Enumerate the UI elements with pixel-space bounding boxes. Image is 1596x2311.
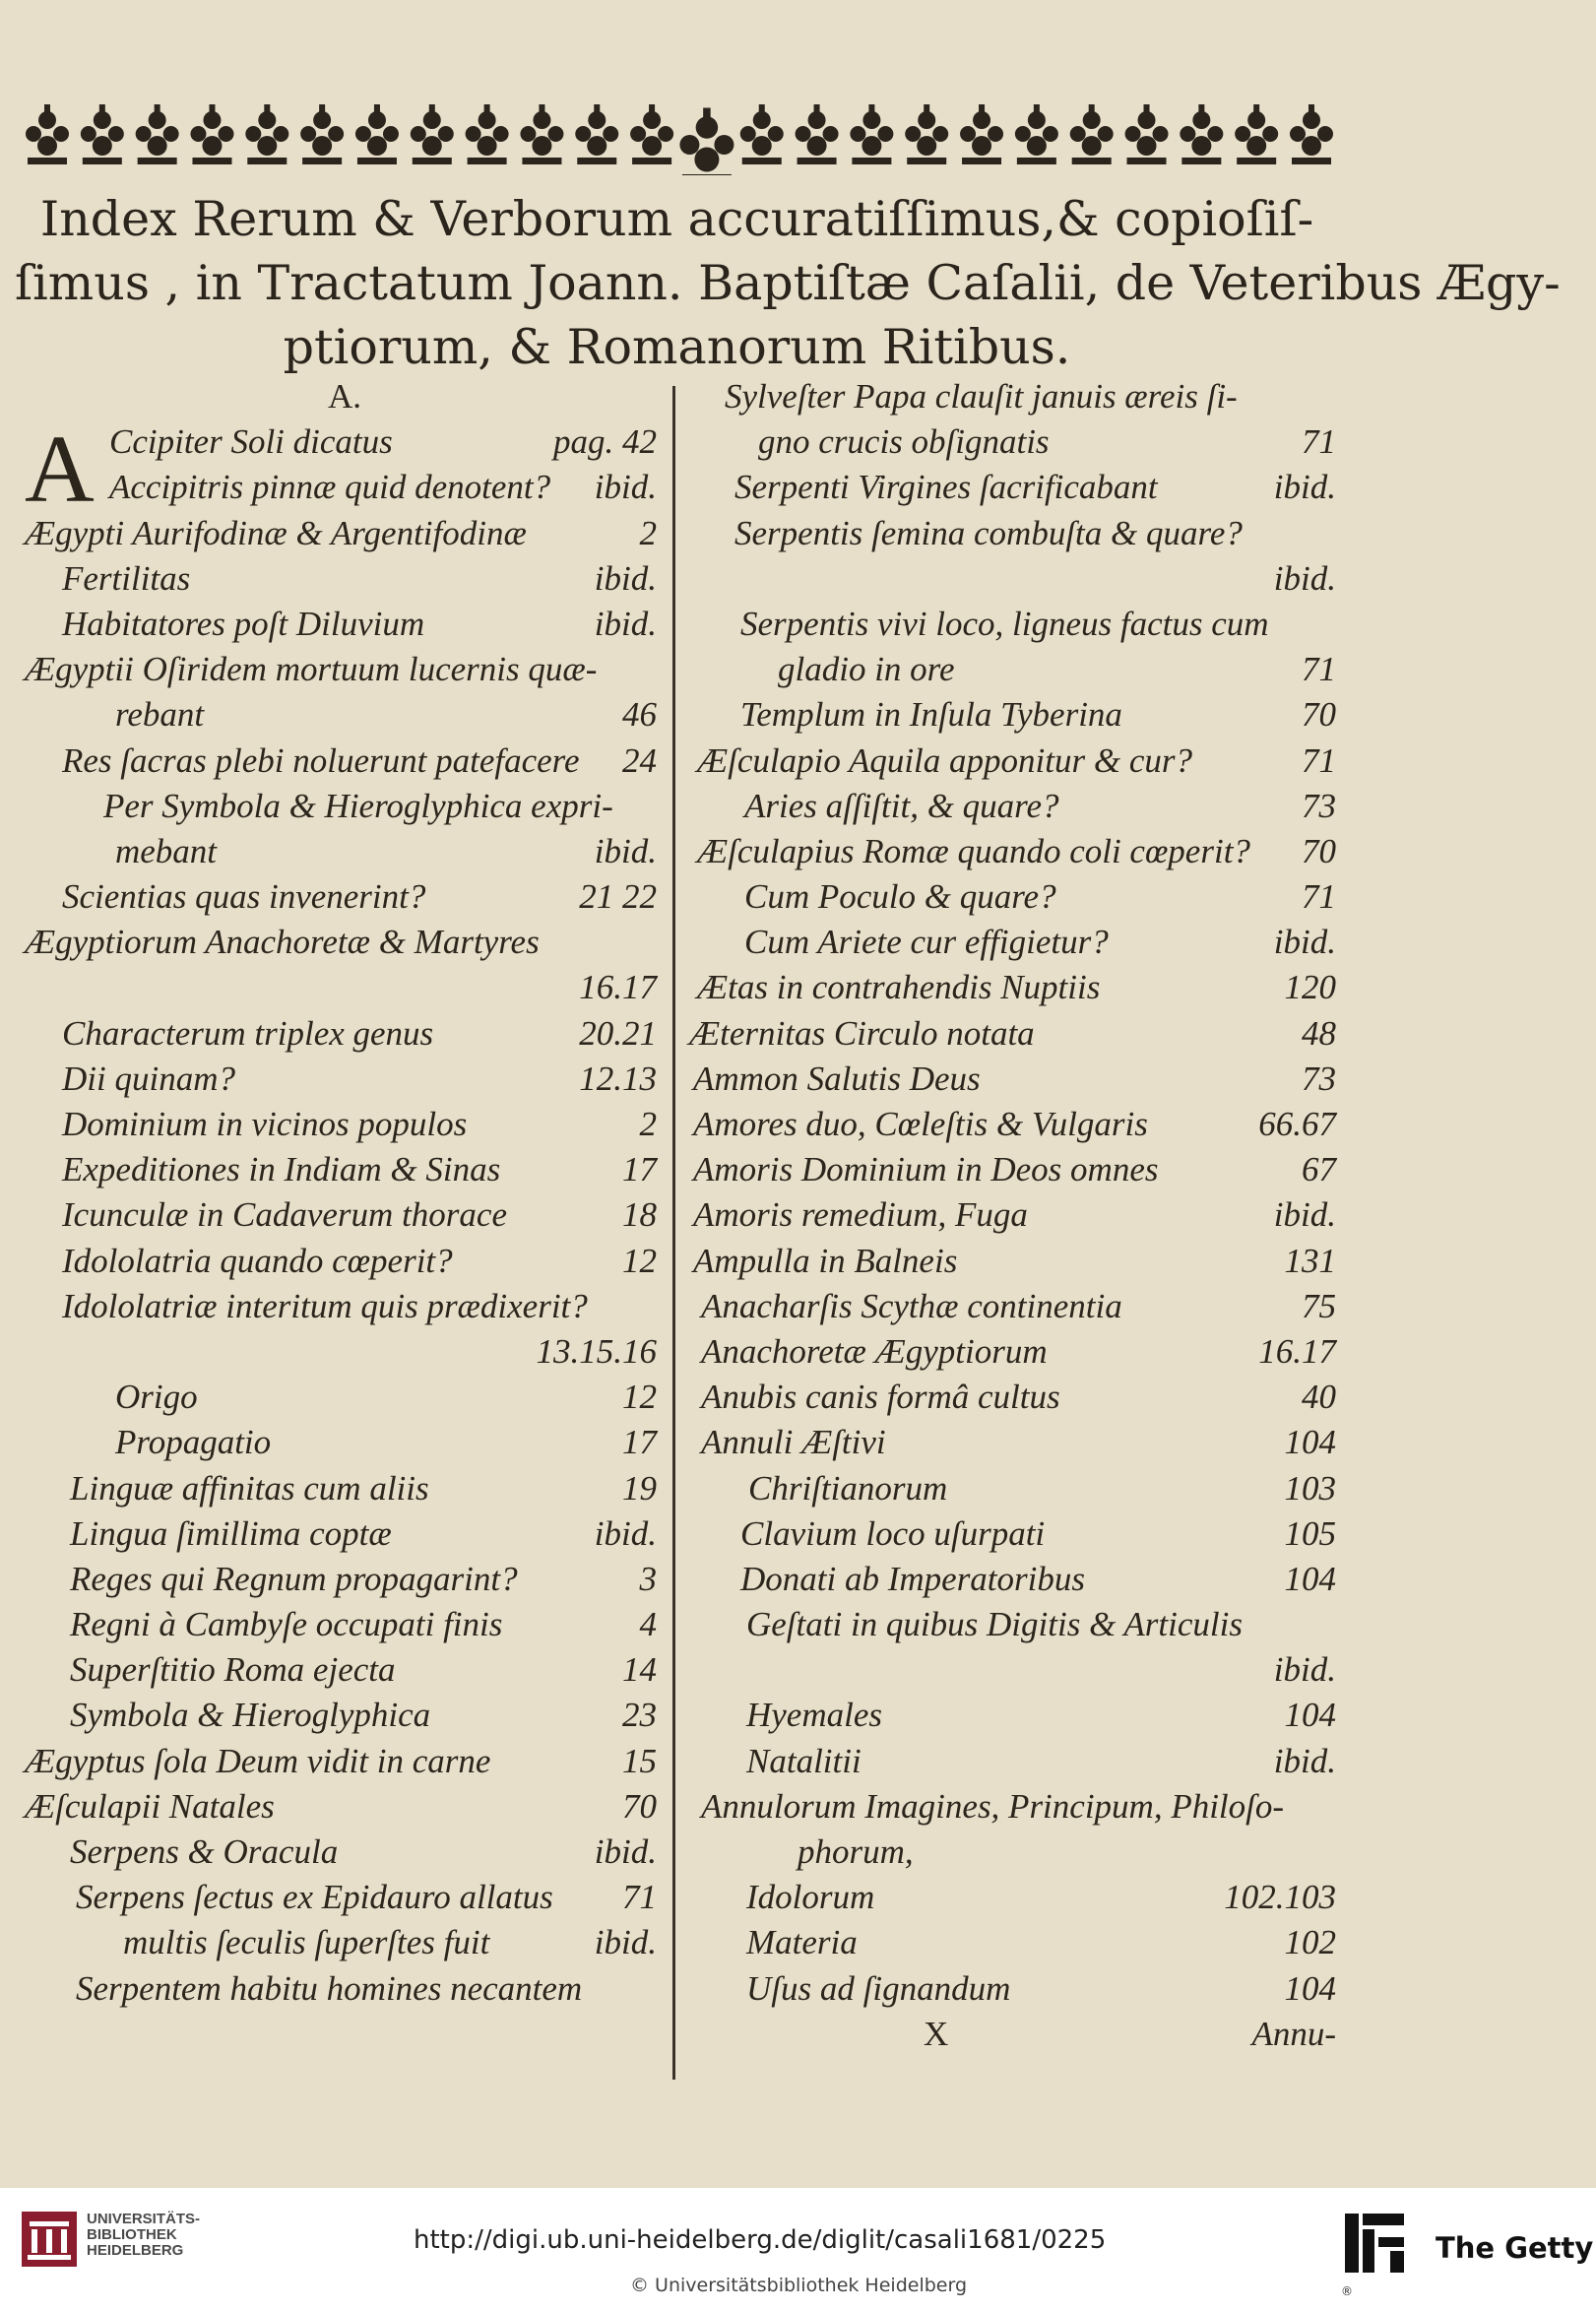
- index-entry: [25, 1102, 665, 1147]
- entry-page-ref: 18: [622, 1195, 657, 1235]
- index-entry: [679, 1329, 1344, 1375]
- index-entry: [679, 511, 1344, 556]
- index-entry: [679, 1830, 1344, 1875]
- entry-page-ref: 48: [1302, 1013, 1336, 1053]
- entry-page-ref: 46: [622, 695, 657, 735]
- entry-page-ref: 15: [622, 1741, 657, 1780]
- entry-term: Reges qui Regnum propagarint?: [70, 1559, 518, 1598]
- entry-page-ref: 13.15.16: [536, 1331, 657, 1371]
- entry-term: Ægypti Aurifodinæ & Argentifodinæ: [25, 513, 527, 552]
- entry-term: Lingua ſimillima coptæ: [70, 1513, 392, 1553]
- entry-page-ref: 71: [1302, 650, 1336, 689]
- index-entry: [25, 829, 665, 874]
- entry-page-ref: 19: [622, 1468, 657, 1508]
- index-entry: [25, 965, 665, 1010]
- entry-page-ref: ibid.: [594, 831, 657, 870]
- entry-term: Scientias quas invenerint?: [62, 877, 426, 917]
- entry-term: Ammon Salutis Deus: [693, 1059, 981, 1098]
- index-entry: [25, 784, 665, 829]
- drop-cap: A: [25, 417, 95, 523]
- university-name-line: HEIDELBERG: [87, 2242, 184, 2259]
- entry-page-ref: 71: [1302, 740, 1336, 780]
- index-entry: [679, 556, 1344, 602]
- entry-page-ref: 17: [622, 1150, 657, 1189]
- entry-term: Fertilitas: [62, 558, 191, 598]
- entry-term: Dominium in vicinos populos: [62, 1105, 468, 1143]
- index-entry: [679, 829, 1344, 874]
- entry-term: Chriſtianorum: [748, 1468, 948, 1508]
- index-entry: [25, 1602, 665, 1647]
- entry-page-ref: 12: [622, 1378, 657, 1417]
- entry-page-ref: 73: [1302, 786, 1336, 825]
- index-entry: [679, 1147, 1344, 1192]
- entry-term: Ampulla in Balneis: [693, 1241, 958, 1280]
- entry-term: Serpentis ſemina combuſta & quare?: [734, 513, 1243, 552]
- entry-term: Serpentem habitu homines necantem: [76, 1968, 583, 2008]
- fleuron-icon: [960, 104, 1003, 164]
- entry-page-ref: 102: [1284, 1923, 1336, 1962]
- index-entry: [679, 1420, 1344, 1465]
- fleuron-icon: [630, 104, 673, 164]
- fleuron-icon: [520, 104, 563, 164]
- entry-term: Propagatio: [115, 1423, 272, 1462]
- index-entry: [25, 1420, 665, 1465]
- index-entry: [679, 1239, 1344, 1284]
- index-left-column: [25, 374, 665, 2012]
- fleuron-icon: [355, 104, 399, 164]
- entry-page-ref: 103: [1284, 1468, 1336, 1508]
- index-entry: [679, 1875, 1344, 1920]
- fleuron-icon: [796, 104, 839, 164]
- entry-page-ref: 66.67: [1258, 1105, 1336, 1143]
- entry-page-ref: 73: [1302, 1059, 1336, 1098]
- copyright-notice: © Universitätsbibliothek Heidelberg: [630, 2275, 968, 2296]
- fleuron-icon: [1180, 104, 1223, 164]
- entry-page-ref: 14: [622, 1650, 657, 1690]
- index-right-column: [679, 374, 1344, 2057]
- fleuron-icon: [26, 104, 69, 164]
- entry-page-ref: 24: [622, 740, 657, 780]
- fleuron-icon: [1015, 104, 1058, 164]
- entry-term: Ægyptiorum Anachoretæ & Martyres: [25, 923, 540, 962]
- index-entry: [25, 1375, 665, 1420]
- index-entry: [25, 1647, 665, 1693]
- fleuron-icon: [740, 104, 784, 164]
- index-entry: [25, 1966, 665, 2012]
- fleuron-icon: [850, 104, 893, 164]
- index-entry: [25, 419, 665, 465]
- entry-page-ref: ibid.: [594, 1832, 657, 1871]
- ornament-band: [20, 91, 1339, 175]
- title-line: ſimus , in Tractatum Joann. Baptiſtæ Caſalii, de Veteribus Ægy-: [15, 255, 1561, 311]
- index-entry: [25, 1511, 665, 1557]
- entry-term: Serpens & Oracula: [70, 1832, 339, 1871]
- entry-term: Icunculæ in Cadaverum thorace: [62, 1195, 507, 1235]
- entry-term: Anubis canis formâ cultus: [701, 1378, 1060, 1417]
- entry-term: Anachoretæ Ægyptiorum: [701, 1331, 1048, 1371]
- entry-page-ref: ibid.: [594, 1513, 657, 1553]
- index-entry: [25, 1147, 665, 1192]
- entry-page-ref: 17: [622, 1423, 657, 1462]
- index-entry: [679, 1602, 1344, 1647]
- entry-term: Symbola & Hieroglyphica: [70, 1696, 431, 1735]
- index-entry: [25, 602, 665, 647]
- entry-page-ref: 40: [1302, 1378, 1336, 1417]
- index-entry: [25, 920, 665, 965]
- index-entry: [679, 1784, 1344, 1830]
- entry-page-ref: 105: [1284, 1513, 1336, 1553]
- fleuron-icon: [575, 104, 618, 164]
- entry-term: Amoris remedium, Fuga: [693, 1195, 1028, 1235]
- entry-page-ref: 104: [1284, 1968, 1336, 2008]
- index-entry: [25, 647, 665, 692]
- entry-term: Ætas in contrahendis Nuptiis: [697, 968, 1101, 1007]
- entry-page-ref: 70: [1302, 831, 1336, 870]
- index-entry: [679, 647, 1344, 692]
- entry-term: Anacharſis Scythæ continentia: [701, 1286, 1122, 1325]
- index-entry: [679, 1192, 1344, 1238]
- index-entry: [25, 1192, 665, 1238]
- footer-bar: [0, 2188, 1596, 2311]
- index-entry: [25, 1920, 665, 1965]
- entry-term: Æſculapius Romæ quando coli cœperit?: [697, 831, 1250, 870]
- university-name-line: BIBLIOTHEK: [87, 2226, 177, 2243]
- entry-term: Cum Ariete cur effigietur?: [744, 923, 1109, 962]
- fleuron-icon: [466, 104, 509, 164]
- entry-term: Characterum triplex genus: [62, 1013, 434, 1053]
- index-entry: [679, 1057, 1344, 1102]
- entry-page-ref: 16.17: [1258, 1331, 1336, 1371]
- index-entry: [679, 784, 1344, 829]
- fleuron-icon: [190, 104, 233, 164]
- index-entry: [679, 1557, 1344, 1602]
- entry-term: multis ſeculis ſuperſtes fuit: [123, 1923, 490, 1962]
- entry-term: Serpenti Virgines ſacrificabant: [734, 468, 1158, 507]
- entry-term: X: [924, 2014, 949, 2053]
- entry-term: Cum Poculo & quare?: [744, 877, 1056, 917]
- index-entry: [25, 692, 665, 738]
- entry-term: mebant: [115, 831, 218, 870]
- index-entry: [679, 920, 1344, 965]
- entry-term: phorum,: [798, 1832, 914, 1871]
- entry-term: Hyemales: [746, 1696, 883, 1735]
- entry-page-ref: ibid.: [594, 604, 657, 643]
- index-entry: [679, 1966, 1344, 2012]
- entry-page-ref: 67: [1302, 1150, 1336, 1189]
- entry-term: Sylveſter Papa clauſit januis æreis ſi-: [725, 377, 1238, 416]
- entry-page-ref: 16.17: [579, 968, 657, 1007]
- index-entry: [679, 1466, 1344, 1511]
- partner-name: The Getty: [1436, 2231, 1594, 2265]
- entry-page-ref: pag. 42: [553, 422, 657, 462]
- page-title: [15, 187, 1561, 379]
- index-entry: [25, 1557, 665, 1602]
- index-entry: [679, 738, 1344, 784]
- fleuron-icon: [905, 104, 948, 164]
- index-entry: [25, 1329, 665, 1375]
- permalink-url[interactable]: http://digi.ub.uni-heidelberg.de/diglit/casali1681/0225: [414, 2225, 1107, 2255]
- entry-term: Aries aſſiſtit, & quare?: [744, 786, 1059, 825]
- entry-page-ref: ibid.: [1273, 1195, 1336, 1235]
- index-entry: [25, 1784, 665, 1830]
- entry-term: Serpentis vivi loco, ligneus factus cum: [740, 604, 1269, 643]
- entry-term: Linguæ affinitas cum aliis: [70, 1468, 429, 1508]
- entry-page-ref: 2: [639, 513, 657, 552]
- entry-page-ref: 70: [622, 1786, 657, 1826]
- index-entry: [25, 1693, 665, 1738]
- entry-term: Dii quinam?: [62, 1059, 235, 1098]
- index-entry: [25, 511, 665, 556]
- index-entry: [679, 1511, 1344, 1557]
- index-entry: [679, 419, 1344, 465]
- entry-term: Donati ab Imperatoribus: [740, 1559, 1085, 1598]
- entry-page-ref: 104: [1284, 1696, 1336, 1735]
- index-entry: [679, 692, 1344, 738]
- entry-term: Res ſacras plebi noluerunt patefacere: [62, 740, 580, 780]
- fleuron-icon: [245, 104, 288, 164]
- entry-page-ref: ibid.: [1273, 558, 1336, 598]
- index-entry: [679, 1920, 1344, 1965]
- entry-term: Æſculapii Natales: [25, 1786, 275, 1826]
- entry-term: rebant: [115, 695, 205, 735]
- entry-page-ref: 4: [639, 1605, 657, 1644]
- entry-term: Natalitii: [746, 1741, 862, 1780]
- index-entry: [679, 1693, 1344, 1738]
- entry-page-ref: 104: [1284, 1559, 1336, 1598]
- entry-page-ref: ibid.: [594, 468, 657, 507]
- entry-page-ref: 3: [639, 1559, 657, 1598]
- entry-page-ref: 12.13: [579, 1059, 657, 1098]
- entry-term: Ægyptii Oſiridem mortuum lucernis quæ-: [25, 650, 598, 689]
- entry-term: Uſus ad ſignandum: [746, 1968, 1011, 2008]
- entry-page-ref: ibid.: [594, 558, 657, 598]
- entry-term: Habitatores poſt Diluvium: [62, 604, 425, 643]
- index-entry: [25, 1875, 665, 1920]
- entry-term: Amoris Dominium in Deos omnes: [693, 1150, 1159, 1189]
- entry-page-ref: Annu-: [1251, 2014, 1336, 2053]
- entry-term: Annulorum Imagines, Principum, Philoſo-: [701, 1786, 1285, 1826]
- entry-term: Annuli Æſtivi: [701, 1423, 886, 1462]
- letter-heading: A.: [327, 377, 362, 416]
- getty-logo-icon: [1341, 2210, 1408, 2277]
- entry-page-ref: 104: [1284, 1423, 1336, 1462]
- index-entry: [25, 1739, 665, 1784]
- index-entry: [25, 1466, 665, 1511]
- index-entry: [679, 1011, 1344, 1057]
- index-entry: [679, 1375, 1344, 1420]
- university-name-line: UNIVERSITÄTS-: [87, 2211, 201, 2227]
- index-entry: [679, 965, 1344, 1010]
- university-name: [87, 2212, 200, 2259]
- entry-term: Ægyptus ſola Deum vidit in carne: [25, 1741, 491, 1780]
- fleuron-icon: [411, 104, 454, 164]
- entry-page-ref: 21 22: [579, 877, 657, 917]
- entry-page-ref: 131: [1284, 1241, 1336, 1280]
- entry-page-ref: 75: [1302, 1286, 1336, 1325]
- index-entry: [679, 1647, 1344, 1693]
- entry-page-ref: 120: [1284, 968, 1336, 1007]
- entry-page-ref: ibid.: [1273, 1741, 1336, 1780]
- entry-term: Ccipiter Soli dicatus: [109, 422, 393, 462]
- index-entry: [25, 465, 665, 510]
- entry-term: Æſculapio Aquila apponitur & cur?: [697, 740, 1192, 780]
- fleuron-icon: [300, 104, 344, 164]
- entry-term: Accipitris pinnæ quid denotent?: [109, 468, 551, 507]
- index-entry: [679, 1102, 1344, 1147]
- index-entry: [679, 2012, 1344, 2057]
- title-line: ptiorum, & Romanorum Ritibus.: [283, 319, 1071, 375]
- entry-term: Idolorum: [746, 1878, 875, 1917]
- entry-page-ref: ibid.: [1273, 468, 1336, 507]
- index-entry: [25, 1239, 665, 1284]
- entry-term: Clavium loco uſurpati: [740, 1513, 1046, 1553]
- index-entry: [679, 374, 1344, 419]
- entry-page-ref: ibid.: [1273, 923, 1336, 962]
- entry-term: Templum in Inſula Tyberina: [740, 695, 1122, 735]
- index-entry: [25, 1284, 665, 1329]
- entry-term: Origo: [115, 1378, 198, 1417]
- entry-term: Regni à Cambyſe occupati finis: [70, 1605, 503, 1644]
- entry-page-ref: 71: [1302, 422, 1336, 462]
- fleuron-icon: [679, 108, 734, 176]
- column-divider: [672, 386, 675, 2080]
- fleuron-icon: [1290, 104, 1333, 164]
- index-entry: [25, 1057, 665, 1102]
- entry-page-ref: 71: [622, 1878, 657, 1917]
- university-logo-icon: [22, 2212, 77, 2267]
- entry-term: Expeditiones in Indiam & Sinas: [62, 1150, 501, 1189]
- entry-page-ref: ibid.: [594, 1923, 657, 1962]
- title-line: Index Rerum & Verborum accuratiſſimus,& copioſiſ-: [39, 191, 1314, 247]
- index-entry: [679, 602, 1344, 647]
- entry-term: gno crucis obſignatis: [758, 422, 1050, 462]
- entry-term: Materia: [746, 1923, 858, 1962]
- entry-page-ref: 23: [622, 1696, 657, 1735]
- index-entry: [25, 1830, 665, 1875]
- entry-page-ref: 71: [1302, 877, 1336, 917]
- entry-term: Idololatria quando cœperit?: [62, 1241, 453, 1280]
- index-entry: [25, 1011, 665, 1057]
- entry-page-ref: 102.103: [1224, 1878, 1336, 1917]
- index-entry: [679, 1284, 1344, 1329]
- entry-page-ref: 2: [639, 1105, 657, 1143]
- fleuron-icon: [1070, 104, 1114, 164]
- entry-term: gladio in ore: [778, 650, 955, 689]
- fleuron-icon: [81, 104, 124, 164]
- entry-term: Æternitas Circulo notata: [689, 1013, 1035, 1053]
- entry-page-ref: 70: [1302, 695, 1336, 735]
- index-entry: [25, 738, 665, 784]
- index-entry: [679, 465, 1344, 510]
- index-entry: [679, 1739, 1344, 1784]
- fleuron-icon: [1125, 104, 1169, 164]
- entry-term: Idololatriæ interitum quis prædixerit?: [62, 1286, 588, 1325]
- fleuron-icon: [1235, 104, 1278, 164]
- entry-page-ref: ibid.: [1273, 1650, 1336, 1690]
- entry-term: Serpens ſectus ex Epidauro allatus: [76, 1878, 553, 1917]
- entry-page-ref: 20.21: [579, 1013, 657, 1053]
- index-entry: [679, 874, 1344, 920]
- entry-term: Amores duo, Cœleſtis & Vulgaris: [693, 1105, 1148, 1143]
- fleuron-icon: [136, 104, 179, 164]
- index-entry: [25, 874, 665, 920]
- entry-term: Per Symbola & Hieroglyphica expri-: [103, 786, 613, 825]
- entry-term: Superſtitio Roma ejecta: [70, 1650, 396, 1690]
- registered-mark: ®: [1341, 2284, 1353, 2298]
- index-entry: [25, 556, 665, 602]
- entry-page-ref: 12: [622, 1241, 657, 1280]
- entry-term: Geſtati in quibus Digitis & Articulis: [746, 1605, 1243, 1644]
